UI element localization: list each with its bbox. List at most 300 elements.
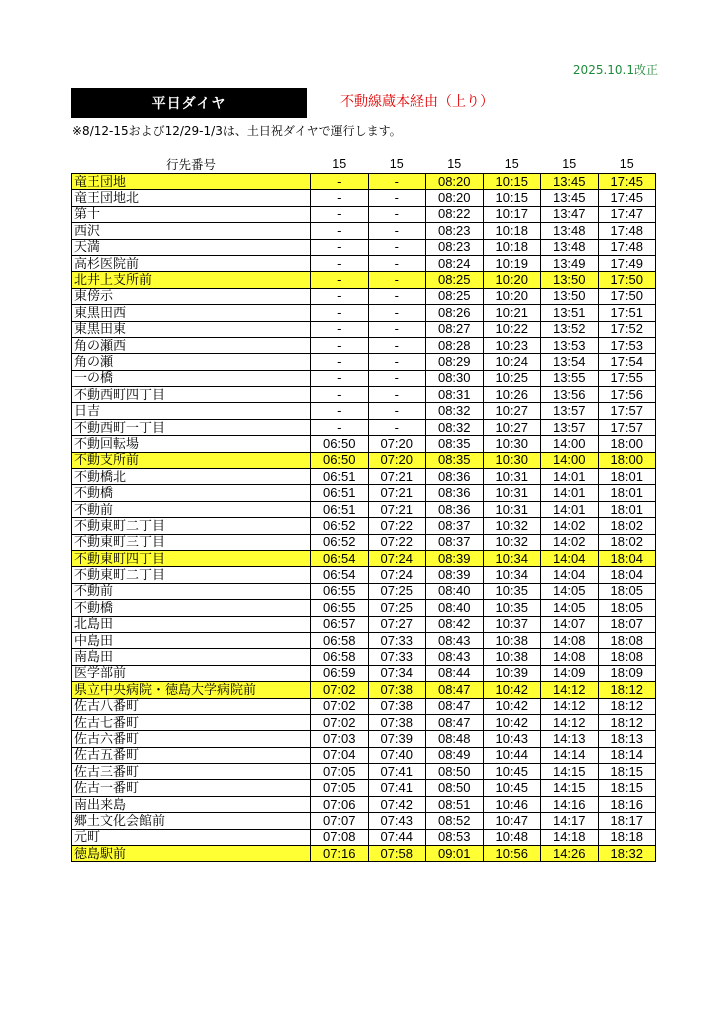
table-row [72,288,656,304]
route-number-header: 15 [619,157,634,171]
departure-time: 08:20 [426,190,484,206]
departure-time: 17:52 [598,321,656,337]
departure-time: 07:25 [368,583,426,599]
departure-time: 07:03 [311,731,369,747]
departure-time: - [368,419,426,435]
departure-time: - [311,321,369,337]
departure-time: 10:56 [483,846,541,862]
table-row [72,649,656,665]
table-row [72,846,656,862]
departure-time: 18:18 [598,829,656,845]
table-row [72,239,656,255]
departure-time: 14:15 [541,764,599,780]
departure-time: 13:51 [541,305,599,321]
departure-time: 08:47 [426,682,484,698]
table-row [72,813,656,829]
table-row [72,190,656,206]
departure-time: 18:14 [598,747,656,763]
departure-time: 08:52 [426,813,484,829]
departure-time: 08:23 [426,223,484,239]
departure-time: 18:00 [598,436,656,452]
table-row [72,829,656,845]
table-row [72,616,656,632]
departure-time: 07:25 [368,600,426,616]
departure-time: 07:27 [368,616,426,632]
departure-time: - [311,255,369,271]
revision-date: 2025.10.1改正 [572,63,658,77]
departure-time: 13:55 [541,370,599,386]
departure-time: 14:01 [541,469,599,485]
departure-time: 10:15 [483,174,541,190]
departure-time: 18:05 [598,600,656,616]
departure-time: 18:04 [598,567,656,583]
departure-time: 10:42 [483,682,541,698]
table-row [72,567,656,583]
departure-time: 14:01 [541,485,599,501]
departure-time: 06:57 [311,616,369,632]
departure-time: 10:42 [483,714,541,730]
departure-time: 08:43 [426,649,484,665]
departure-time: 10:30 [483,452,541,468]
departure-time: 10:31 [483,485,541,501]
departure-time: 10:35 [483,600,541,616]
departure-time: 13:53 [541,337,599,353]
departure-time: 18:08 [598,649,656,665]
departure-time: 07:34 [368,665,426,681]
departure-time: 08:36 [426,485,484,501]
departure-time: - [311,370,369,386]
stop-name: 角の瀬西 [72,337,311,353]
departure-time: 10:32 [483,534,541,550]
departure-time: 17:45 [598,174,656,190]
stop-name: 不動橋北 [72,469,311,485]
departure-time: - [368,272,426,288]
departure-time: 08:28 [426,337,484,353]
departure-time: 07:41 [368,780,426,796]
departure-time: 07:44 [368,829,426,845]
departure-time: 08:25 [426,272,484,288]
departure-time: - [311,305,369,321]
stop-name: 東黒田東 [72,321,311,337]
departure-time: 18:02 [598,518,656,534]
departure-time: 18:07 [598,616,656,632]
departure-time: 07:02 [311,714,369,730]
departure-time: - [311,223,369,239]
stop-name: 竜王団地 [72,174,311,190]
table-row [72,682,656,698]
departure-time: 14:08 [541,632,599,648]
departure-time: 10:45 [483,780,541,796]
stop-name: 郷土文化会館前 [72,813,311,829]
departure-time: 10:31 [483,501,541,517]
departure-time: 08:51 [426,796,484,812]
departure-time: 06:51 [311,469,369,485]
departure-time: 14:05 [541,600,599,616]
departure-time: - [368,190,426,206]
departure-time: - [368,387,426,403]
departure-time: 10:34 [483,550,541,566]
departure-time: 13:57 [541,403,599,419]
departure-time: 10:44 [483,747,541,763]
departure-time: 14:07 [541,616,599,632]
departure-time: 07:38 [368,682,426,698]
departure-time: - [311,419,369,435]
route-number-header: 15 [447,157,462,171]
table-row [72,436,656,452]
departure-time: 10:25 [483,370,541,386]
departure-time: - [368,403,426,419]
holiday-note: ※8/12-15および12/29-1/3は、土日祝ダイヤで運行します。 [72,124,402,138]
departure-time: 08:42 [426,616,484,632]
departure-time: 18:09 [598,665,656,681]
departure-time: - [311,272,369,288]
stop-name: 元町 [72,829,311,845]
table-row [72,665,656,681]
departure-time: 10:23 [483,337,541,353]
departure-time: 13:49 [541,255,599,271]
departure-time: 10:18 [483,239,541,255]
departure-time: - [311,190,369,206]
departure-time: 10:26 [483,387,541,403]
table-row [72,354,656,370]
departure-time: 10:27 [483,403,541,419]
departure-time: 14:16 [541,796,599,812]
departure-time: 07:22 [368,534,426,550]
departure-time: 08:30 [426,370,484,386]
stop-name: 佐古一番町 [72,780,311,796]
departure-time: 13:48 [541,223,599,239]
departure-time: - [311,403,369,419]
departure-time: 18:12 [598,682,656,698]
table-row [72,583,656,599]
table-row [72,255,656,271]
table-row [72,452,656,468]
stop-name: 県立中央病院・徳島大学病院前 [72,682,311,698]
table-row [72,796,656,812]
departure-time: 06:55 [311,583,369,599]
stop-name: 佐古三番町 [72,764,311,780]
departure-time: 07:02 [311,698,369,714]
departure-time: 08:32 [426,403,484,419]
stop-name: 日吉 [72,403,311,419]
departure-time: 06:51 [311,485,369,501]
departure-time: 14:09 [541,665,599,681]
departure-time: 10:19 [483,255,541,271]
departure-time: - [311,354,369,370]
departure-time: 14:05 [541,583,599,599]
table-row [72,272,656,288]
departure-time: 14:26 [541,846,599,862]
stop-name: 不動回転場 [72,436,311,452]
departure-time: 08:31 [426,387,484,403]
departure-time: 09:01 [426,846,484,862]
table-row [72,600,656,616]
departure-time: - [311,206,369,222]
departure-time: 08:50 [426,780,484,796]
departure-time: - [368,305,426,321]
departure-time: 14:00 [541,436,599,452]
departure-time: - [368,288,426,304]
departure-time: 10:47 [483,813,541,829]
departure-time: 13:50 [541,272,599,288]
table-row [72,550,656,566]
departure-time: - [368,321,426,337]
departure-time: - [368,354,426,370]
departure-time: 06:50 [311,436,369,452]
timetable-header-row [72,155,656,174]
stop-name: 東黒田西 [72,305,311,321]
departure-time: 07:41 [368,764,426,780]
stop-name: 一の橋 [72,370,311,386]
departure-time: 10:48 [483,829,541,845]
departure-time: - [311,174,369,190]
departure-time: 14:18 [541,829,599,845]
table-row [72,780,656,796]
departure-time: 13:45 [541,190,599,206]
departure-time: 13:47 [541,206,599,222]
departure-time: 08:44 [426,665,484,681]
departure-time: 06:52 [311,518,369,534]
departure-time: 14:13 [541,731,599,747]
stop-name: 東傍示 [72,288,311,304]
departure-time: 07:39 [368,731,426,747]
departure-time: 18:12 [598,698,656,714]
departure-time: 14:12 [541,698,599,714]
departure-time: 17:45 [598,190,656,206]
stop-name: 佐古五番町 [72,747,311,763]
departure-time: 07:06 [311,796,369,812]
departure-time: 07:42 [368,796,426,812]
departure-time: 08:37 [426,518,484,534]
departure-time: 08:35 [426,452,484,468]
departure-time: 08:37 [426,534,484,550]
departure-time: 18:32 [598,846,656,862]
departure-time: 08:47 [426,698,484,714]
departure-time: 10:18 [483,223,541,239]
table-row [72,485,656,501]
departure-time: 08:23 [426,239,484,255]
departure-time: 10:20 [483,272,541,288]
departure-time: 07:20 [368,436,426,452]
stop-name: 北井上支所前 [72,272,311,288]
departure-time: 07:58 [368,846,426,862]
departure-time: 06:58 [311,649,369,665]
table-row [72,206,656,222]
departure-time: - [368,223,426,239]
departure-time: 17:47 [598,206,656,222]
departure-time: 14:14 [541,747,599,763]
table-row [72,223,656,239]
stop-name: 第十 [72,206,311,222]
departure-time: 18:08 [598,632,656,648]
departure-time: 17:50 [598,288,656,304]
departure-time: 10:42 [483,698,541,714]
departure-time: 07:24 [368,567,426,583]
stop-name: 不動西町一丁目 [72,419,311,435]
stop-name: 角の瀬 [72,354,311,370]
departure-time: 07:05 [311,764,369,780]
table-row [72,501,656,517]
departure-time: 08:36 [426,501,484,517]
departure-time: 10:27 [483,419,541,435]
departure-time: 10:46 [483,796,541,812]
departure-time: 07:38 [368,714,426,730]
table-row [72,387,656,403]
stop-name: 天満 [72,239,311,255]
departure-time: 07:02 [311,682,369,698]
departure-time: 10:39 [483,665,541,681]
departure-time: 10:30 [483,436,541,452]
table-row [72,305,656,321]
departure-time: 18:01 [598,485,656,501]
departure-time: 06:54 [311,567,369,583]
stop-name: 医学部前 [72,665,311,681]
departure-time: 10:35 [483,583,541,599]
departure-time: 07:22 [368,518,426,534]
departure-time: 07:33 [368,649,426,665]
departure-time: 18:12 [598,714,656,730]
departure-time: 17:49 [598,255,656,271]
departure-time: 08:36 [426,469,484,485]
stop-name: 佐古六番町 [72,731,311,747]
route-number-header: 15 [332,157,347,171]
stop-name: 不動前 [72,583,311,599]
departure-time: 13:56 [541,387,599,403]
departure-time: 08:20 [426,174,484,190]
departure-time: 14:02 [541,518,599,534]
table-row [72,419,656,435]
departure-time: 07:04 [311,747,369,763]
departure-time: 18:04 [598,550,656,566]
route-label: 不動線蔵本経由（上り） [340,94,494,110]
timetable [71,155,656,862]
departure-time: 08:39 [426,567,484,583]
departure-time: 07:38 [368,698,426,714]
stop-name: 高杉医院前 [72,255,311,271]
stop-name: 中島田 [72,632,311,648]
stop-column-header: 行先番号 [165,158,216,172]
departure-time: 18:00 [598,452,656,468]
departure-time: 18:16 [598,796,656,812]
departure-time: 18:01 [598,469,656,485]
departure-time: 18:15 [598,780,656,796]
table-row [72,469,656,485]
departure-time: 08:39 [426,550,484,566]
departure-time: 08:40 [426,600,484,616]
departure-time: 17:56 [598,387,656,403]
departure-time: - [311,337,369,353]
departure-time: 07:43 [368,813,426,829]
departure-time: 07:40 [368,747,426,763]
stop-name: 不動橋 [72,485,311,501]
table-row [72,370,656,386]
departure-time: 17:54 [598,354,656,370]
departure-time: 07:20 [368,452,426,468]
stop-name: 南島田 [72,649,311,665]
departure-time: 06:52 [311,534,369,550]
departure-time: 17:51 [598,305,656,321]
departure-time: 08:40 [426,583,484,599]
departure-time: 06:58 [311,632,369,648]
departure-time: - [368,337,426,353]
departure-time: - [368,206,426,222]
departure-time: 06:51 [311,501,369,517]
stop-name: 不動東町四丁目 [72,550,311,566]
route-number-header: 15 [504,157,519,171]
table-row [72,764,656,780]
departure-time: 10:37 [483,616,541,632]
departure-time: 10:43 [483,731,541,747]
departure-time: 07:21 [368,469,426,485]
departure-time: 10:32 [483,518,541,534]
departure-time: 13:57 [541,419,599,435]
stop-name: 不動前 [72,501,311,517]
departure-time: 17:48 [598,239,656,255]
departure-time: 18:01 [598,501,656,517]
departure-time: 14:08 [541,649,599,665]
departure-time: 18:02 [598,534,656,550]
table-row [72,714,656,730]
departure-time: 10:38 [483,632,541,648]
departure-time: 13:52 [541,321,599,337]
stop-name: 不動支所前 [72,452,311,468]
departure-time: 07:16 [311,846,369,862]
departure-time: 14:01 [541,501,599,517]
timetable-body [72,174,656,862]
departure-time: 07:07 [311,813,369,829]
departure-time: 08:50 [426,764,484,780]
departure-time: 07:21 [368,485,426,501]
schedule-title: 平日ダイヤ [71,88,307,118]
departure-time: 08:43 [426,632,484,648]
departure-time: 13:50 [541,288,599,304]
departure-time: 17:50 [598,272,656,288]
route-number-header: 15 [389,157,404,171]
departure-time: 14:15 [541,780,599,796]
departure-time: 07:24 [368,550,426,566]
departure-time: 13:45 [541,174,599,190]
departure-time: 14:12 [541,682,599,698]
departure-time: 08:29 [426,354,484,370]
departure-time: 07:21 [368,501,426,517]
departure-time: 14:02 [541,534,599,550]
departure-time: 07:33 [368,632,426,648]
departure-time: 08:27 [426,321,484,337]
departure-time: 08:26 [426,305,484,321]
departure-time: 10:21 [483,305,541,321]
table-row [72,632,656,648]
departure-time: 08:32 [426,419,484,435]
stop-name: 不動西町四丁目 [72,387,311,403]
departure-time: 07:08 [311,829,369,845]
departure-time: 08:48 [426,731,484,747]
departure-time: 06:50 [311,452,369,468]
departure-time: - [368,370,426,386]
departure-time: 10:34 [483,567,541,583]
departure-time: 14:00 [541,452,599,468]
departure-time: 10:20 [483,288,541,304]
departure-time: 10:24 [483,354,541,370]
departure-time: 08:49 [426,747,484,763]
departure-time: 06:54 [311,550,369,566]
departure-time: 10:38 [483,649,541,665]
table-row [72,534,656,550]
departure-time: 06:55 [311,600,369,616]
departure-time: 18:17 [598,813,656,829]
departure-time: 14:04 [541,550,599,566]
table-row [72,747,656,763]
departure-time: 18:15 [598,764,656,780]
